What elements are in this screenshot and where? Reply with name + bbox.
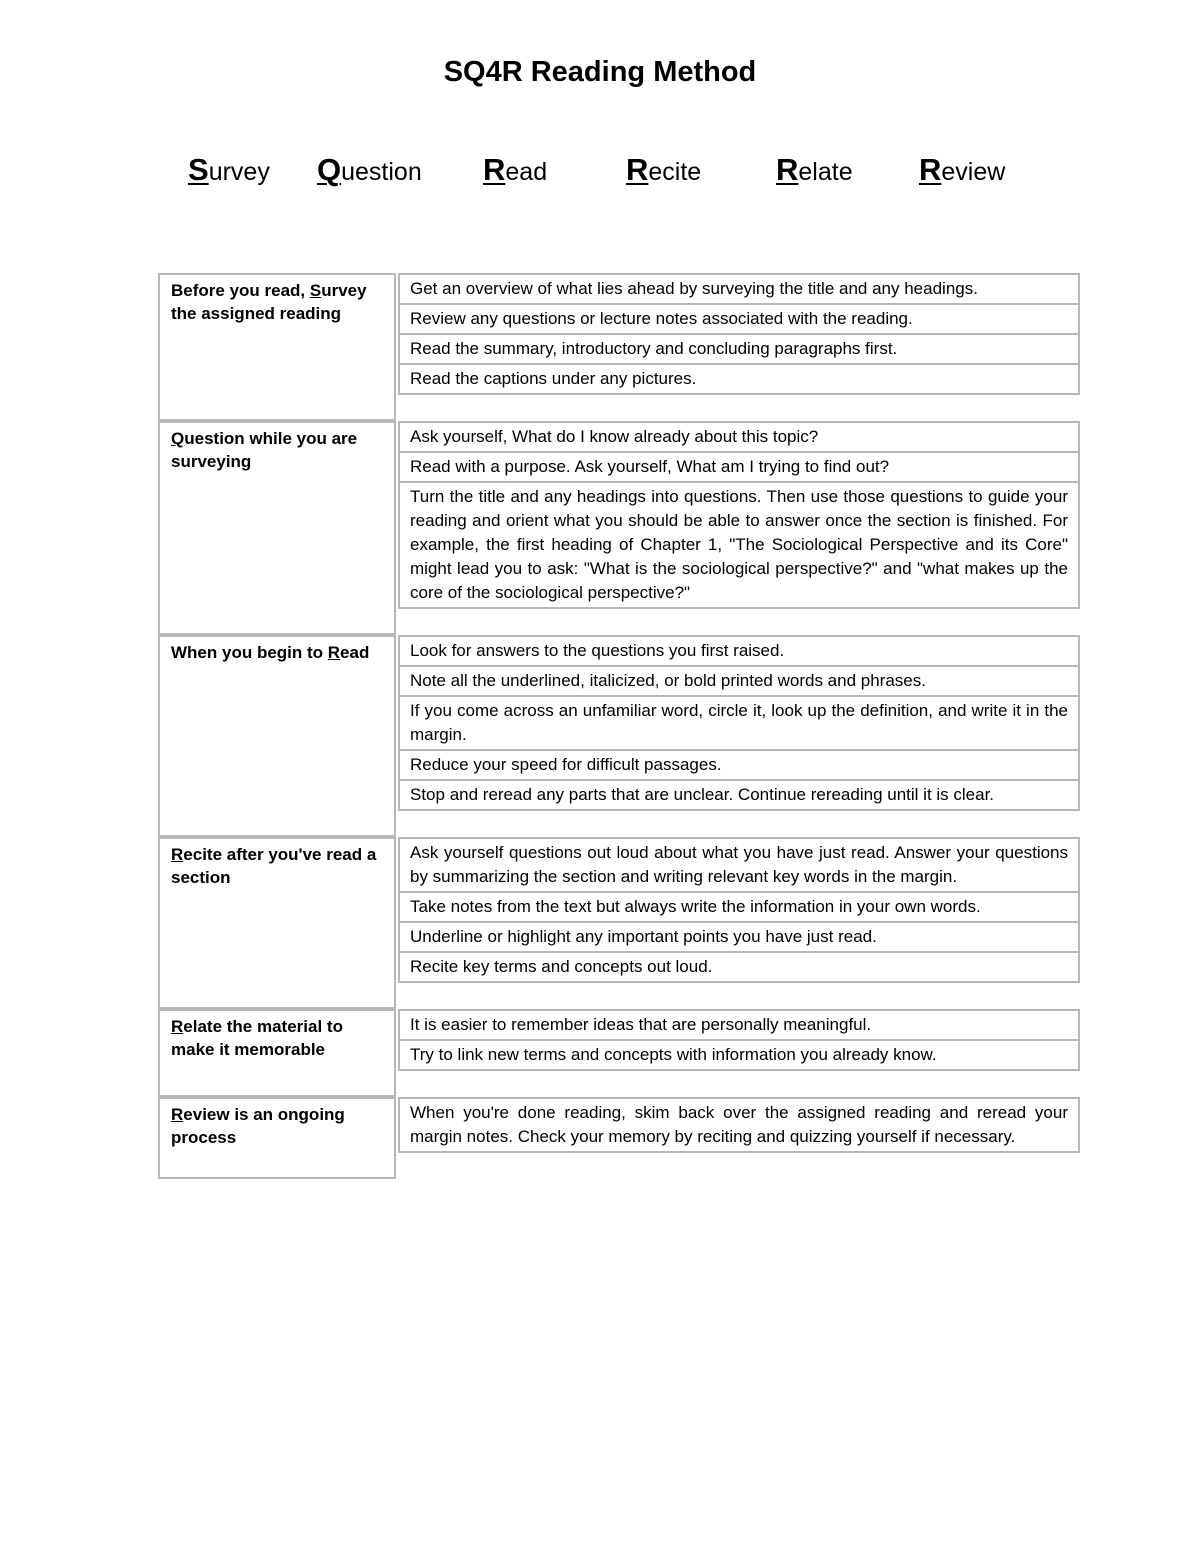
tip-row: Try to link new terms and concepts with information you already know. [398,1039,1080,1071]
tip-row: Ask yourself, What do I know already about this topic? [398,421,1080,453]
step-review: Review [919,152,1006,187]
step-survey: Survey [188,152,270,187]
tip-row: Get an overview of what lies ahead by surveying the title and any headings. [398,273,1080,305]
tip-row: Note all the underlined, italicized, or bold printed words and phrases. [398,665,1080,697]
tip-row: When you're done reading, skim back over the assigned reading and reread your margin notes. Check your memory by reciting and quizzing yourself if necessary. [398,1097,1080,1153]
tip-row: If you come across an unfamiliar word, circle it, look up the definition, and write it in the margin. [398,695,1080,751]
section-label: Before you read, Survey the assigned reading [171,281,367,323]
step-relate: Relate [776,152,853,187]
step-question: Question [317,152,422,187]
section-label: Question while you are surveying [171,429,358,471]
tip-row: Read with a purpose. Ask yourself, What am I trying to find out? [398,451,1080,483]
tip-row: Read the summary, introductory and concluding paragraphs first. [398,333,1080,365]
tip-row: Take notes from the text but always write the information in your own words. [398,891,1080,923]
section-review [158,1097,1080,1179]
step-recite: Recite [626,152,702,187]
section-label: When you begin to Read [171,643,370,662]
tip-row: It is easier to remember ideas that are personally meaningful. [398,1009,1080,1041]
tip-row: Underline or highlight any important points you have just read. [398,921,1080,953]
tip-row: Ask yourself questions out loud about what you have just read. Answer your questions by summarizing the section and writing relevant key words in the margin. [398,837,1080,893]
section-label: Recite after you've read a section [171,845,377,887]
page-title: SQ4R Reading Method [443,56,757,88]
section-label-cell [158,1097,396,1179]
sq4r-table [158,273,1080,1179]
section-label: Relate the material to make it memorable [171,1017,343,1059]
tip-row: Look for answers to the questions you first raised. [398,635,1080,667]
section-label: Review is an ongoing process [171,1105,345,1147]
section-label-cell [158,273,396,421]
tip-row: Reduce your speed for difficult passages. [398,749,1080,781]
section-label-cell [158,421,396,635]
tip-row: Turn the title and any headings into questions. Then use those questions to guide your reading and orient what you should be able to answer once the section is finished. For example, the first heading of Chapter 1, "The Sociological Perspective and its Core" might lead you to ask: "What is the sociological perspective?" and "what makes up the core of the sociological perspective?" [398,481,1080,609]
sq4r-steps [0,152,1200,192]
section-relate [158,1009,1080,1097]
section-label-cell [158,1009,396,1097]
section-question [158,421,1080,635]
section-survey [158,273,1080,421]
tip-row: Stop and reread any parts that are unclear. Continue rereading until it is clear. [398,779,1080,811]
section-read [158,635,1080,837]
section-label-cell [158,837,396,1009]
section-label-cell [158,635,396,837]
step-read: Read [483,152,548,187]
section-recite [158,837,1080,1009]
tip-row: Read the captions under any pictures. [398,363,1080,395]
tip-row: Review any questions or lecture notes associated with the reading. [398,303,1080,335]
tip-row: Recite key terms and concepts out loud. [398,951,1080,983]
